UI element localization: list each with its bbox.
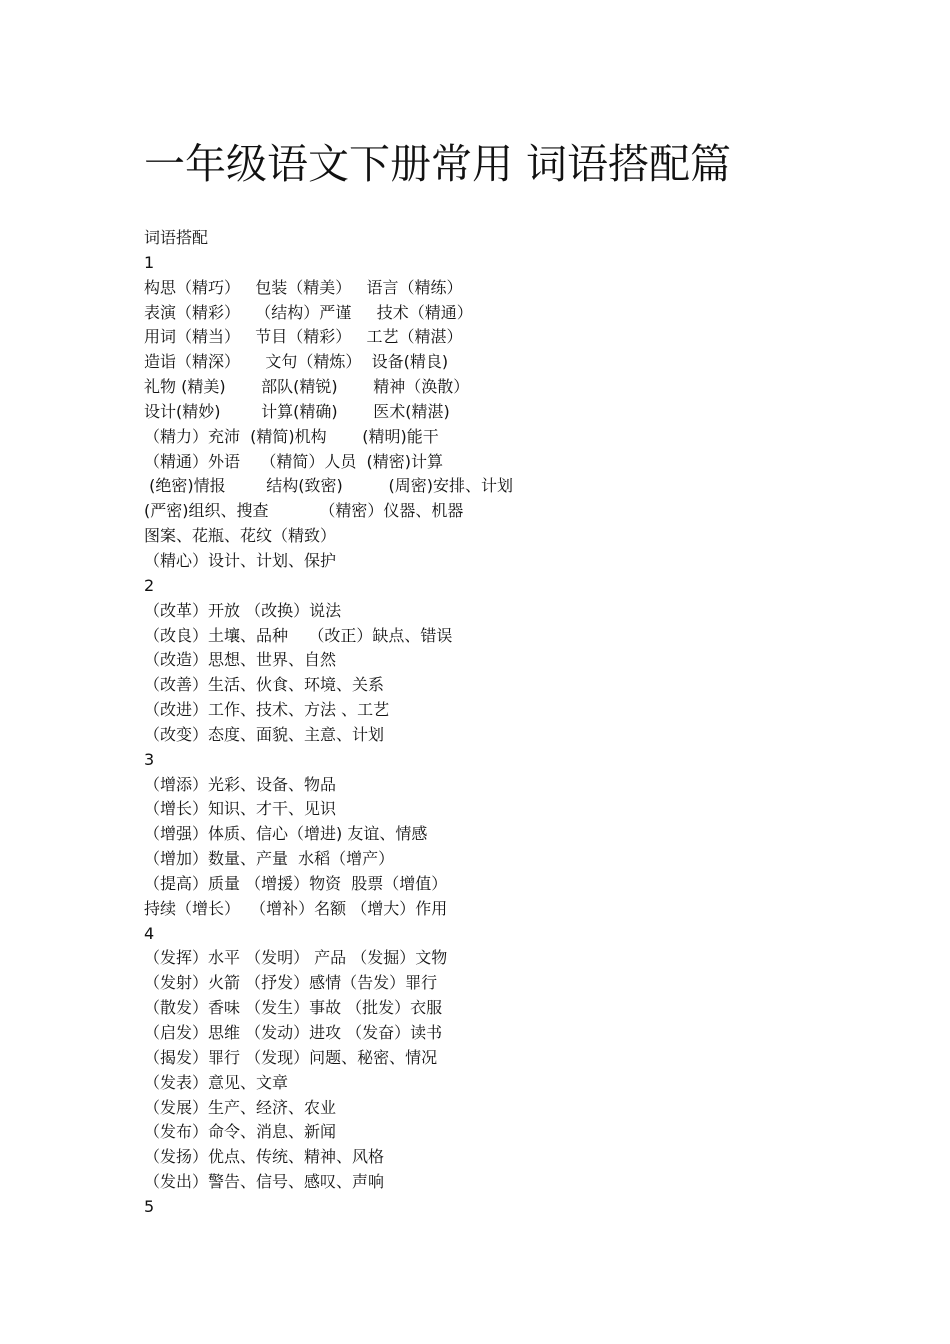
text-line: 设计(精妙) 计算(精确) 医术(精湛) (144, 401, 450, 421)
text-line: （发扬）优点、传统、精神、风格 (144, 1147, 385, 1167)
text-line: （精心）设计、计划、保护 (144, 550, 337, 570)
page-title: 一年级语文下册常用 词语搭配篇 (144, 140, 732, 188)
text-line: 图案、花瓶、花纹（精致） (144, 526, 337, 546)
section-number: 5 (144, 1196, 155, 1216)
text-line: （增加）数量、产量 水稻（增产） (144, 849, 395, 869)
text-line: （发布）命令、消息、新闻 (144, 1122, 337, 1142)
text-line: 表演（精彩） （结构）严谨 技术（精通） (144, 302, 473, 322)
text-line: （精力）充沛 (精简)机构 (精明)能干 (144, 426, 439, 446)
text-line: （增强）体质、信心（增进) 友谊、情感 (144, 824, 428, 844)
text-line: (严密)组织、搜查 （精密）仪器、机器 (144, 501, 464, 521)
text-line: （发展）生产、经济、农业 (144, 1097, 337, 1117)
document-body (144, 226, 924, 1220)
text-line: （提高）质量 （增援）物资 股票（增值） (144, 873, 448, 893)
text-line: （发挥）水平 （发明） 产品 （发掘）文物 (144, 948, 448, 968)
text-line: （改革）开放 （改换）说法 (144, 600, 342, 620)
text-line: （精通）外语 （精简）人员 (精密)计算 (144, 451, 444, 471)
text-line: （改善）生活、伙食、环境、关系 (144, 675, 385, 695)
text-line: 构思（精巧） 包装（精美） 语言（精练） (144, 277, 463, 297)
text-line: （发出）警告、信号、感叹、声响 (144, 1172, 385, 1192)
section-number: 3 (144, 749, 155, 769)
text-line: （改造）思想、世界、自然 (144, 650, 337, 670)
text-line: （增添）光彩、设备、物品 (144, 774, 337, 794)
text-line: （改进）工作、技术、方法 、工艺 (144, 700, 390, 720)
text-line: （发表）意见、文章 (144, 1072, 289, 1092)
section-heading: 词语搭配 (144, 228, 209, 247)
text-line: 礼物 (精美) 部队(精锐) 精神（涣散） (144, 377, 470, 397)
text-line: 用词（精当） 节目（精彩） 工艺（精湛） (144, 327, 463, 347)
text-line: 造诣（精深） 文句（精炼） 设备(精良) (144, 352, 449, 372)
text-line: 持续（增长） （增补）名额 （增大）作用 (144, 898, 448, 918)
text-line: （改良）土壤、品种 （改正）缺点、错误 (144, 625, 453, 645)
text-line: （启发）思维 （发动）进攻 （发奋）读书 (144, 1023, 443, 1042)
text-line: (绝密)情报 结构(致密) (周密)安排、计划 (144, 476, 514, 496)
text-line: （改变）态度、面貌、主意、计划 (144, 724, 385, 744)
text-line: （增长）知识、才干、见识 (144, 799, 337, 819)
text-line: （发射）火箭 （抒发）感情（告发）罪行 (144, 973, 438, 993)
section-number: 1 (144, 252, 155, 272)
text-line: （散发）香味 （发生）事故 （批发）衣服 (144, 998, 443, 1018)
text-line: （揭发）罪行 （发现）问题、秘密、情况 (144, 1047, 438, 1067)
section-number: 4 (144, 923, 155, 943)
section-number: 2 (144, 575, 155, 595)
